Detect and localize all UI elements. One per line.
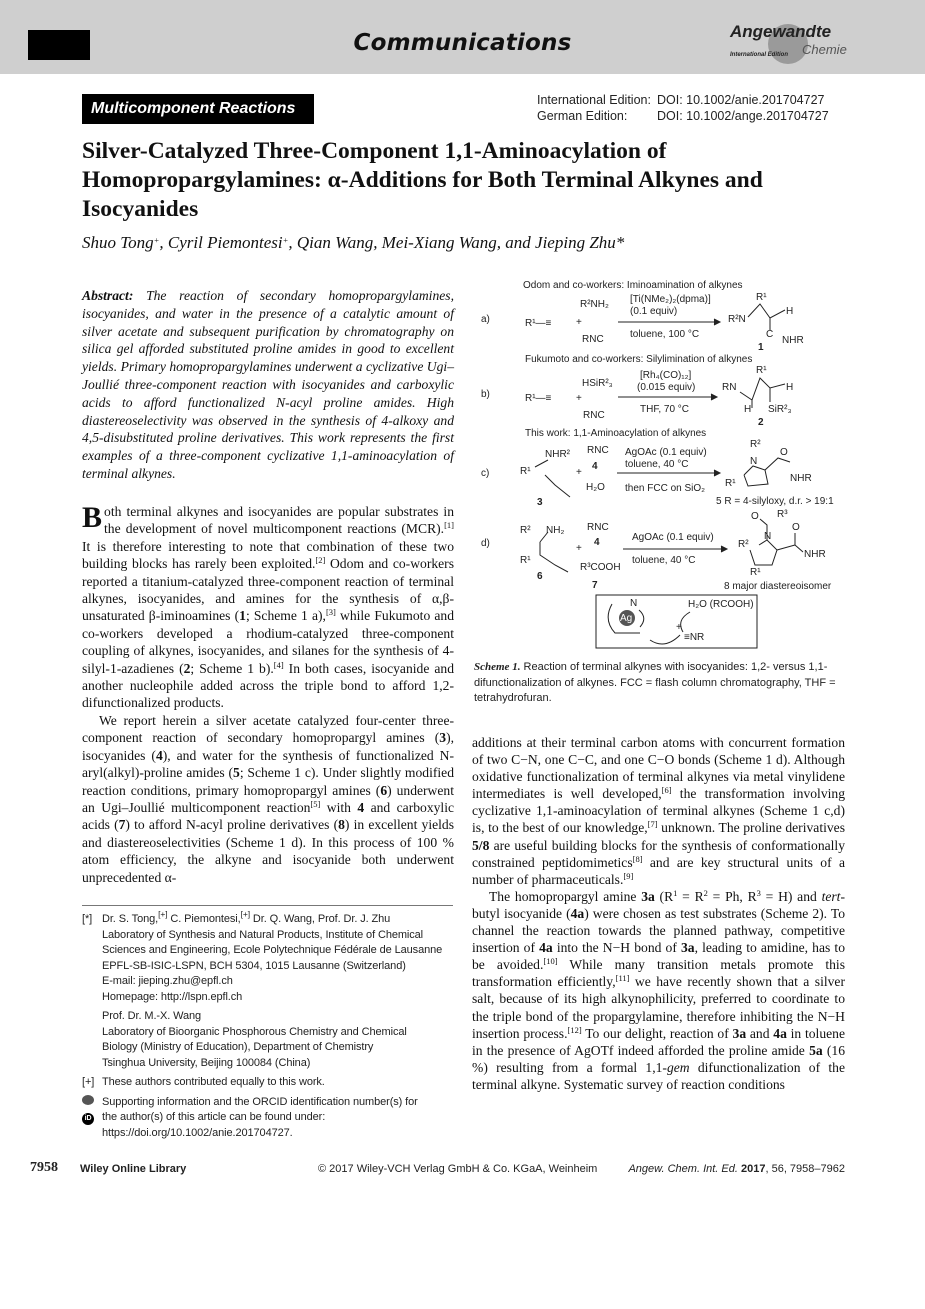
svg-text:RNC: RNC <box>587 445 609 456</box>
svg-text:R¹: R¹ <box>756 292 767 303</box>
footnote-line: Homepage: http://lspn.epfl.ch <box>102 990 243 1003</box>
svg-text:then FCC on SiO₂: then FCC on SiO₂ <box>625 483 706 494</box>
copyright: © 2017 Wiley-VCH Verlag GmbH & Co. KGaA, Weinheim <box>318 1163 598 1175</box>
citation: Angew. Chem. Int. Ed. 2017, 56, 7958–7962 <box>628 1163 845 1175</box>
svg-text:b): b) <box>481 389 490 400</box>
svg-text:4: 4 <box>594 537 600 548</box>
svg-text:2: 2 <box>758 417 764 428</box>
doi-german-label: German Edition: <box>537 109 628 123</box>
svg-text:R²: R² <box>520 525 531 536</box>
footnote-line: the author(s) of this article can be found under: <box>102 1111 326 1123</box>
svg-text:a): a) <box>481 314 490 325</box>
footnote-line: Sciences and Engineering, Ecole Polytechnique Fédérale de Lausanne <box>102 944 443 956</box>
svg-text:[Rh₄(CO)₁₂]: [Rh₄(CO)₁₂] <box>640 370 692 381</box>
mechanism-box <box>620 598 754 643</box>
footnote-line: EPFL-SB-ISIC-LSPN, BCH 5304, 1015 Lausanne (Switzerland) <box>102 959 406 972</box>
svg-text:3: 3 <box>537 497 543 508</box>
paragraph: The homopropargyl amine 3a ($R^1 = R^2 = Ph$, $R^3 = H$) and tert-butyl isocyanide (4a) were chosen as test substrates (Scheme 2). To channel the reaction towards the planned pathway, competitive insertion of 4a into the N−H bond of 3a, leading to amidine, has to be avoided.[10] While many transition metals promote this transformation efficiently,[11] we have recently shown that a silver salt, because of its high alkynophilicity, preferred to coordinate to the triple bond of the propargylamine, therefore inhibiting the N−H insertion process.[12] To our delight, reaction of 3a and 4a in toluene in the presence of AgOTf indeed afforded the proline amide 5a (16 %) resulting from a formal 1,1-gem difunctionalization of the terminal alkyne. Systematic survey of reaction conditions <box>472 887 845 1092</box>
paragraph: Both terminal alkynes and isocyanides are popular substrates in the development of novel multicomponent reactions (MCR).[1] It is therefore interesting to note that combination of these two building blocks has rarely been exploited.[2] Odom and co-workers reported a titanium-catalyzed three-component reaction of terminal alkynes, isocyanides, and amines for the synthesis of α,β-unsaturated β-iminoamines (1; Scheme 1 a),[3] while Fukumoto and co-workers developed a rhodium-catalyzed three-component coupling of alkynes, isocyanides, and silanes for the synthesis of 4-silyl-1-azadienes (2; Scheme 1 b).[4] In both cases, isocyanide and another nucleophile added across the triple bond to afford 1,2-difunctionalized products. <box>82 501 455 711</box>
paragraph: additions at their terminal carbon atoms with concurrent formation of two C−N, one C−C, and one C−O bonds (Scheme 1 d). Although oxidative functionalization of terminal alkynes via metal vinylidene intermediates is well developed,[6] the transformation involving cyclizative 1,1-aminoacylation of terminal alkynes (Scheme 1 c,d) is, to the best of our knowledge,[7] unknown. The proline derivatives 5/8 are useful building blocks for the synthesis of conformationally constrained peptidomimetics[8] and are key structural units of a number of pharmaceuticals.[9] <box>472 735 845 887</box>
svg-text:NH₂: NH₂ <box>546 525 565 536</box>
svg-text:R¹: R¹ <box>520 466 531 477</box>
svg-text:toluene, 100 °C: toluene, 100 °C <box>630 329 700 340</box>
svg-text:R¹—≡: R¹—≡ <box>525 318 552 329</box>
body-right-column <box>472 734 845 1093</box>
svg-text:6: 6 <box>537 571 543 582</box>
svg-text:1: 1 <box>758 342 764 353</box>
svg-text:R²N: R²N <box>728 314 746 325</box>
paragraph: We report herein a silver acetate catalyzed four-center three-component reaction of secondary homopropargyl amines (3), isocyanides (4), and water for the synthesis of functionalized N-aryl(alkyl)-proline amides (5; Scheme 1 c). Under slightly modified reaction conditions, primary homopropargyl amines (6) underwent an Ugi–Joullié multicomponent reaction[5] with 4 and carboxylic acids (7) to afford N-acyl proline derivatives (8) in excellent yields and diastereoselectivities (Scheme 1 d). In this process of 100 % atom efficiency, the alkyne and isocyanide both underwent unprecedented α- <box>82 712 455 885</box>
footnotes: [*] Dr. S. Tong,[+] C. Piemontesi,[+] Dr. Q. Wang, Prof. Dr. J. Zhu Laboratory of Synthesis and Natural Products, Institute of Chemical Sciences and Engineering, Ecole Polytechnique Fédérale de Lausanne EPFL-SB-ISIC-LSPN, BCH 5304, 1015 Lausanne (Switzerland) E-mail: jieping.zhu@epfl.ch Homepage: http://lspn.epfl.ch Prof. Dr. M.-X. Wang Laboratory of Bioorganic Phosphorous Chemistry and Chemical Biology (Ministry of Education), Department of Chemistry Tsinghua University, Beijing 100084 (China) [+] These authors contributed equally to this work. iD Supporting information and the ORCID identification number(s) for the author(s) of this article can be found under: https://doi.org/10.1002/anie.201704727. <box>82 912 454 1141</box>
svg-text:H: H <box>786 306 794 317</box>
svg-text:O: O <box>751 511 759 522</box>
scheme-part-a <box>481 280 804 353</box>
svg-text:≡NR: ≡NR <box>684 632 705 643</box>
svg-text:8 major diastereoisomer: 8 major diastereoisomer <box>724 581 832 592</box>
svg-text:SiR²₃: SiR²₃ <box>768 404 792 415</box>
svg-text:4: 4 <box>592 461 598 472</box>
svg-text:Odom and co-workers: Iminoamin: Odom and co-workers: Iminoamination of alkynes <box>523 280 743 291</box>
svg-text:c): c) <box>481 468 490 479</box>
svg-text:+: + <box>576 393 582 404</box>
drop-cap: B <box>82 501 103 534</box>
svg-text:R¹: R¹ <box>725 478 736 489</box>
scheme-caption: Scheme 1. Reaction of terminal alkynes with isocyanides: 1,2- versus 1,1-difunctionalization of alkynes. FCC = flash column chromatography, THF = tetrahydrofuran. <box>474 661 836 704</box>
svg-text:R²NH₂: R²NH₂ <box>580 299 609 310</box>
scheme-part-d <box>481 509 832 592</box>
svg-text:(0.1 equiv): (0.1 equiv) <box>630 306 678 317</box>
svg-text:NHR: NHR <box>804 549 826 560</box>
svg-text:R³: R³ <box>777 509 788 520</box>
svg-text:+: + <box>676 622 682 633</box>
svg-text:RNC: RNC <box>582 334 604 345</box>
svg-text:toluene, 40 °C: toluene, 40 °C <box>625 459 689 470</box>
svg-text:NHR: NHR <box>790 473 812 484</box>
svg-text:R¹: R¹ <box>520 555 531 566</box>
footnote-line: https://doi.org/10.1002/anie.201704727. <box>102 1126 293 1139</box>
svg-text:H: H <box>786 382 794 393</box>
page-number: 7958 <box>30 1160 58 1175</box>
authors: Shuo Tong+, Cyril Piemontesi+, Qian Wang, Mei-Xiang Wang, and Jieping Zhu* <box>82 233 625 252</box>
footnote-line: Laboratory of Bioorganic Phosphorous Chemistry and Chemical <box>102 1025 407 1038</box>
footnote-line: E-mail: jieping.zhu@epfl.ch <box>102 975 233 987</box>
svg-text:This work: 1,1-Aminoacylation: This work: 1,1-Aminoacylation of alkynes <box>525 428 707 439</box>
svg-text:R³COOH: R³COOH <box>580 562 621 573</box>
svg-text:Ag: Ag <box>620 613 633 624</box>
svg-text:N: N <box>764 531 772 542</box>
svg-text:NHR: NHR <box>782 335 804 346</box>
footnote-line: Laboratory of Synthesis and Natural Products, Institute of Chemical <box>102 928 424 941</box>
section-tag: Multicomponent Reactions <box>82 94 314 124</box>
footnote-line: Supporting information and the ORCID identification number(s) for <box>102 1095 418 1108</box>
svg-text:R¹: R¹ <box>756 365 767 376</box>
svg-text:C: C <box>766 329 774 340</box>
svg-text:RNC: RNC <box>583 410 605 421</box>
svg-text:THF, 70 °C: THF, 70 °C <box>640 404 690 415</box>
svg-text:AgOAc (0.1 equiv): AgOAc (0.1 equiv) <box>625 447 707 458</box>
svg-text:[Ti(NMe₂)₂(dpma)]: [Ti(NMe₂)₂(dpma)] <box>630 294 711 305</box>
svg-text:Fukumoto and co-workers: Silyl: Fukumoto and co-workers: Silylimination of alkynes <box>525 354 753 365</box>
scheme-part-c <box>481 428 834 508</box>
svg-text:R²: R² <box>738 539 749 550</box>
svg-text:NHR²: NHR² <box>545 449 570 460</box>
abstract: Abstract: The reaction of secondary homopropargylamines, isocyanides, and water in the presence of a catalytic amount of silver acetate and subsequent purification by chromatography on silica gel afforded substituted proline amides in good to excellent yields. Primary homopropargylamines underwent a cyclizative Ugi–Joullié three-component reaction with isocyanides and carboxylic acids to afford functionalized N-acyl proline amides. High diastereoselectivity was observed in the synthesis of 4-alkoxy and 4,5-disubstituted proline derivatives. This work represents the first examples of a three-component cyclizative 1,1-aminoacylation of terminal alkynes. <box>82 288 454 481</box>
svg-text:toluene, 40 °C: toluene, 40 °C <box>632 555 696 566</box>
footnote-divider <box>82 905 453 906</box>
svg-text:+: + <box>576 543 582 554</box>
orcid-icon: iD <box>82 1113 94 1125</box>
doi-intl-label: International Edition: <box>537 93 651 107</box>
footnote-line: Biology (Ministry of Education), Department of Chemistry <box>102 1041 374 1053</box>
svg-text:AgOAc (0.1 equiv): AgOAc (0.1 equiv) <box>632 532 714 543</box>
svg-text:N: N <box>630 598 638 609</box>
svg-text:R²: R² <box>750 439 761 450</box>
svg-text:7: 7 <box>592 580 598 591</box>
svg-text:R¹: R¹ <box>750 567 761 578</box>
doi-intl-value: DOI: 10.1002/anie.201704727 <box>656 93 825 107</box>
article-title: Silver-Catalyzed Three-Component 1,1-Aminoacylation of Homopropargylamines: α-Additions for Both Terminal Alkynes and Isocyanides <box>82 138 763 222</box>
doi-german-value: DOI: 10.1002/ange.201704727 <box>656 109 829 123</box>
svg-text:N: N <box>750 456 758 467</box>
svg-text:5 R = 4-silyloxy, d.r. > 19:1: 5 R = 4-silyloxy, d.r. > 19:1 <box>716 496 834 507</box>
svg-text:(0.015 equiv): (0.015 equiv) <box>637 382 696 393</box>
section-title: Communications <box>353 30 572 56</box>
svg-text:O: O <box>780 447 788 458</box>
svg-text:H₂O: H₂O <box>586 482 605 493</box>
footnote-line: Prof. Dr. M.-X. Wang <box>102 1010 202 1022</box>
svg-text:+: + <box>576 317 582 328</box>
journal-logo: Angewandte Chemie International Edition <box>730 20 850 68</box>
svg-text:HSiR²₃: HSiR²₃ <box>582 378 613 389</box>
svg-text:O: O <box>792 522 800 533</box>
svg-text:d): d) <box>481 538 490 549</box>
svg-text:+: + <box>576 467 582 478</box>
svg-text:H₂O (RCOOH): H₂O (RCOOH) <box>688 599 754 610</box>
footnote-line: Tsinghua University, Beijing 100084 (China) <box>102 1056 311 1069</box>
svg-text:RNC: RNC <box>587 522 609 533</box>
svg-text:H: H <box>744 404 752 415</box>
svg-text:RN: RN <box>722 382 737 393</box>
scheme-part-b <box>481 354 793 428</box>
supporting-info-icon <box>82 1095 94 1105</box>
wiley-online-library-link[interactable]: Wiley Online Library <box>80 1163 187 1175</box>
svg-text:R¹—≡: R¹—≡ <box>525 393 552 404</box>
